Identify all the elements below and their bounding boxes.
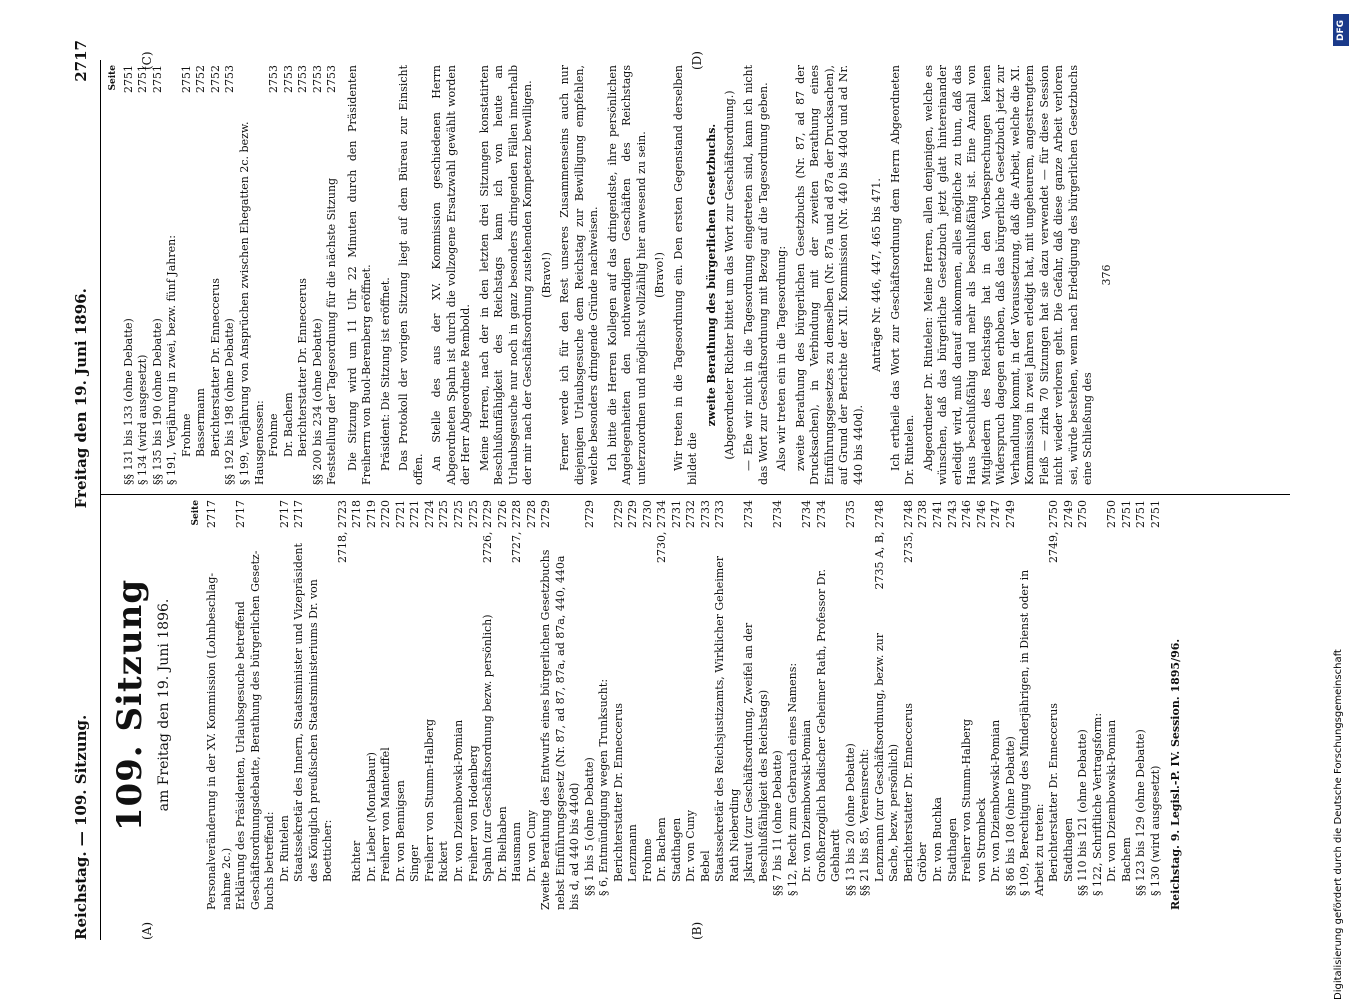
toc-entry [786, 500, 801, 910]
proceedings-paragraph: Das Protokoll der vorigen Sitzung liegt auf dem Büreau zur Einsicht offen. [397, 65, 425, 485]
toc-entry [423, 500, 438, 910]
toc-entry [655, 500, 670, 910]
header-page-number: 2717 [72, 40, 90, 82]
toc-entry-text: Personalveränderung in der XV. Kommission (Lohnbeschlag- nahme 2c.) [205, 572, 233, 910]
toc-entry-text: Frohme [640, 838, 654, 882]
toc-entry-page: 2721 [408, 500, 422, 528]
session-title-block [108, 500, 173, 910]
toc-entry-page: 2717 [292, 500, 306, 528]
toc-entry-text: Berichterstatter Dr. Enneccerus [208, 278, 222, 457]
session-subtitle: am Freitag den 19. Juni 1896. [155, 598, 172, 812]
toc-entry-page: 2743 [945, 500, 959, 528]
proceedings-paragraph: Ferner werde ich für den Rest unseres Zusammenseins auch nur diejenigen Urlaubsgesuche dem Reichstag zur Bewilligung empfehlen, welche besonders dringende Gründe nachweisen. [558, 65, 601, 485]
page-signature: 376 [1099, 264, 1113, 286]
toc-entry [1018, 500, 1047, 910]
toc-entry-page: 2725 [451, 500, 465, 528]
toc-entry-text: §§ 13 bis 20 (ohne Debatte) [843, 743, 857, 896]
toc-entry-text: Berichterstatter Dr. Enneccerus [296, 278, 310, 457]
toc-entry-text: Rickert [437, 841, 451, 882]
toc-entry-text: Richter [350, 840, 364, 882]
toc-entry-page: 2753 [267, 65, 281, 93]
toc-entry-text: Bassermann [194, 388, 208, 457]
toc-entry-text: Jskraut (zur Geschäftsordnung, Zweifel an der Beschlußfähigkeit des Reichstags) [742, 622, 770, 882]
toc-entry-text: §§ 86 bis 108 (ohne Debatte) [1003, 736, 1017, 896]
toc-entry [873, 500, 902, 910]
toc-entry-text: § 130 (wird ausgesetzt) [1148, 765, 1162, 896]
toc-entry-text: Geschäftsordnungsdebatte, Berathung des bürgerlichen Gesetz- buchs betreffend: [248, 550, 277, 910]
toc-entry [278, 500, 293, 910]
toc-entry-page: 2751 [150, 65, 164, 93]
toc-entry-text: Dr. Bachem [655, 817, 669, 882]
toc-entry-text: Lenzmann [626, 824, 640, 882]
toc-entry-text: Dr. von Dziembowski-Pomian [1105, 719, 1119, 882]
toc-entry-page: 2729 [582, 500, 596, 528]
toc-entry-text: Dr. Lieber (Montabaur) [364, 752, 378, 882]
toc-entry-text: Dr. von Buchka [931, 797, 944, 882]
toc-entry-page: 2751 [1119, 500, 1133, 528]
toc-entry-page: 2751 [121, 65, 135, 93]
toc-entry [336, 500, 351, 910]
toc-entry-page: 2746 [960, 500, 974, 528]
toc-entry-text: Lenzmann (zur Geschäftsordnung, bezw. zur Sache, bezw. persönlich) [872, 633, 901, 882]
toc-entry-page: 2719 [364, 500, 378, 528]
toc-entry-page: 2717 [277, 500, 291, 528]
toc-entry-page: 2725 [466, 500, 480, 528]
left-footer: Reichstag. 9. Legisl.-P. IV. Session. 1895/96. [1169, 638, 1183, 910]
proceedings-paragraph: Also wir treten ein in die Tagesordnung: [775, 245, 789, 471]
toc-entry-text: Berichterstatter Dr. Enneccerus [901, 703, 915, 882]
proceedings-paragraph: Ich bitte die Herren Kollegen auf das dringendste, ihre persönlichen Angelegenheiten den nothwendigen Geschäften des Reichstags unterzuordnen und möglichst vollzählig hier anwesend zu sein. [605, 65, 648, 485]
toc-entry-text: § 134 (wird ausgesetzt) [136, 354, 150, 485]
toc-entry [1134, 500, 1149, 910]
toc-entry-page: 2746 [974, 500, 988, 528]
margin-mark-d: (D) [690, 51, 704, 70]
toc-entry-text: § 6, Entmündigung wegen Trunksucht: [597, 678, 611, 896]
proceedings-paragraph: Meine Herren, nach der in den letzten drei Sitzungen konstatirten Beschlußunfähigkeit des Reichstags kann ich von heute an Urlaubsgesuche nur noch in ganz besonders dringenden Fällen innerhalb der mir nach der Geschäftsordnung zustehenden Kompetenz bewilligen. [477, 65, 535, 485]
toc-entry-page: 2733 [713, 500, 727, 528]
toc-entry-page [786, 500, 801, 534]
toc-entry-page: 2718 [350, 500, 364, 528]
toc-entry-text: Freiherr von Stumm-Halberg [422, 718, 436, 882]
toc-entry [205, 500, 234, 910]
toc-entry-page: 2734 [800, 500, 814, 528]
header-left: Reichstag. — 109. Sitzung. [72, 714, 90, 940]
toc-entry-page [1018, 500, 1047, 534]
toc-entry [844, 500, 859, 910]
toc-entry-page: 2752 [208, 65, 222, 93]
toc-entry-page [597, 500, 612, 534]
margin-mark-a: (A) [140, 921, 154, 940]
right-column [108, 65, 1114, 485]
toc-entry [699, 500, 714, 910]
toc-entry [180, 65, 195, 485]
proceedings-paragraph: Präsident: Die Sitzung ist eröffnet. [378, 277, 392, 471]
proceedings-paragraph: Abgeordneter Dr. Rintelen: Meine Herren, allen denjenigen, welche es wünschen, daß das bürgerliche Gesetzbuch jetzt glatt hintereinander erledigt wird, muß darauf ankommen, alles mögliche zu thun, daß das Haus beschlußfähig und mehr als beschlußfähig ist. Eine Anzahl von Mitgliedern des Reichstags hat in den Vorbesprechungen keinen Widerspruch dagegen erhoben, daß das bürgerliche Gesetzbuch jetzt zur Verhandlung kommt, in der Voraussetzung, daß die Arbeit, welche die XI. Kommission in zwei Jahren erledigt hat, mit ungeheurem, angestrengtem Fleiß — zirka 70 Sitzungen hat sie dazu verwendet — für diese Session nicht wieder verloren geht. Die Gefahr, daß diese ganze Arbeit verloren sei, würde bestehen, wenn nach Erledigung des bürgerlichen Gesetzbuchs eine Schließung des [921, 65, 1095, 485]
proceedings-paragraph: (Abgeordneter Richter bittet um das Wort zur Geschäftsordnung.) [723, 90, 737, 460]
toc-entry-page: 2735, 2748 [901, 500, 915, 563]
toc-entry-page: 2725 [437, 500, 451, 528]
toc-entry-text: § 109, Berechtigung des Minderjährigen, in Dienst oder in Arbeit zu treten: [1018, 569, 1046, 896]
seite-label: Seite [191, 500, 202, 526]
toc-entry [249, 500, 278, 910]
toc-entry-text: Dr. von Dziembowski-Pomian [989, 719, 1003, 882]
toc-entry [525, 500, 540, 910]
toc-entry [510, 500, 525, 910]
toc-entry-page: 2751 [1148, 500, 1162, 528]
toc-entry-text: Berichterstatter Dr. Enneccerus [611, 703, 625, 882]
toc-entry [916, 500, 931, 910]
toc-entry-page: 2738 [916, 500, 930, 528]
toc-entry [1004, 500, 1019, 910]
toc-entry-text: § 191, Verjährung in zwei, bezw. fünf Jahren: [165, 235, 179, 485]
toc-entry [612, 500, 627, 910]
toc-entry-page: 2751 [179, 65, 193, 93]
toc-entry-text: §§ 1 bis 5 (ohne Debatte) [582, 757, 596, 896]
proceedings-paragraph: (Bravo!) [539, 252, 553, 298]
toc-entry-page: 2721 [393, 500, 407, 528]
toc-entry [467, 500, 482, 910]
toc-entry-text: §§ 123 bis 129 (ohne Debatte) [1134, 729, 1148, 896]
toc-entry [902, 500, 917, 910]
dfg-logo: DFG [1333, 14, 1349, 46]
toc-entry [742, 500, 771, 910]
table-of-contents [205, 500, 1163, 910]
toc-entry-page: 2718, 2723 [335, 500, 349, 563]
toc-entry-text: Dr. von Dziembowski-Pomian [451, 719, 465, 882]
toc-entry [1062, 500, 1077, 910]
toc-entry-page: 2749 [1061, 500, 1075, 528]
proceedings-paragraph: An Stelle des aus der XV. Kommission geschiedenen Herrn Abgeordneten Spahn ist durch die vollzogene Ersatzwahl gewählt worden der Herr Abgeordnete Rembold. [430, 65, 473, 485]
toc-entry-page: 2734 [814, 500, 828, 528]
toc-entry-text: § 12, Recht zum Gebrauch eines Namens: [785, 662, 799, 896]
proceedings-paragraph: Wir treten in die Tagesordnung ein. Den ersten Gegenstand derselben bildet die [671, 65, 700, 485]
toc-entry-page [858, 500, 873, 534]
toc-entry-text: Dr. von Dziembowski-Pomian [800, 719, 814, 882]
toc-entry-text: Erklärung des Präsidenten, Urlaubsgesuche betreffend [234, 601, 248, 910]
toc-entry-text: Freiherr von Manteuffel [379, 747, 393, 882]
toc-entry [394, 500, 409, 910]
toc-entry [151, 65, 166, 485]
toc-entry [946, 500, 961, 910]
toc-entry-text: Berichterstatter Dr. Enneccerus [1047, 703, 1061, 882]
header-date: Freitag den 19. Juni 1896. [72, 288, 90, 509]
toc-entry-page: 2735 [843, 500, 857, 528]
toc-entry-text: § 199, Verjährung von Ansprüchen zwischen Ehegatten 2c. bezw. Hausgenossen: [238, 121, 266, 485]
toc-entry-page: 2753 [325, 65, 339, 93]
toc-entry [292, 500, 336, 910]
toc-entry [975, 500, 990, 910]
toc-entry-text: Gröber [916, 842, 930, 882]
toc-entry [641, 500, 656, 910]
toc-entry-text: Stadthagen [1061, 817, 1075, 882]
toc-entry [800, 500, 815, 910]
toc-entry [165, 65, 180, 485]
toc-entry [989, 500, 1004, 910]
toc-entry-text: Freiherr von Stumm-Halberg [960, 718, 974, 882]
toc-entry-page: 2720 [379, 500, 393, 528]
toc-entry-page: 2726 [495, 500, 509, 528]
left-column [108, 500, 1184, 910]
toc-entry [496, 500, 511, 910]
toc-entry-text: Zweite Berathung des Entwurfs eines bürgerlichen Gesetzbuchs nebst Einführungsgesetz (Nr. 87, ad 87, 87a, ad 87a, 440, 440a bis d, ad 440 bis 440d) [539, 549, 582, 910]
page-header [72, 40, 98, 940]
toc-entry-text: Feststellung der Tagesordnung für die nächste Sitzung [325, 177, 339, 485]
proceedings-paragraph: — Ehe wir nicht in die Tagesordnung eingetreten sind, kann ich nicht das Wort zur Geschäftsordnung mit Bezug auf die Tagesordnung geben. [741, 65, 770, 485]
toc-entry [626, 500, 641, 910]
toc-entry [379, 500, 394, 910]
toc-entry-page: 2751 [136, 65, 150, 93]
toc-entry [583, 500, 598, 910]
toc-entry-text: §§ 21 bis 85, Vereinsrecht: [858, 748, 872, 896]
toc-entry [1047, 500, 1062, 910]
toc-entry-text: Dr. von Bennigsen [393, 780, 407, 882]
toc-entry-page: 2749 [1003, 500, 1017, 528]
toc-entry-page [1091, 500, 1106, 534]
toc-entry-text: Freiherr von Hodenberg [466, 745, 480, 882]
proceedings-paragraph: Ich ertheile das Wort zur Geschäftsordnung dem Herrn Abgeordneten Dr. Rintelen. [888, 65, 917, 485]
toc-entry [1105, 500, 1120, 910]
toc-entry [296, 65, 311, 485]
toc-entry-text: Spahn (zur Geschäftsordnung bezw. persönlich) [481, 614, 495, 882]
toc-entry [350, 500, 365, 910]
toc-entry-text: Staatssekretär des Innern, Staatsminister und Vizepräsident des Königlich preußischen Staatsministeriums Dr. von Boetticher: [292, 543, 335, 882]
toc-entry-page: 2753 [310, 65, 324, 93]
toc-entry-text: Dr. von Cuny [684, 809, 698, 882]
proceedings-paragraph: zweite Berathung des bürgerlichen Gesetzbuchs. [704, 123, 718, 427]
toc-entry [452, 500, 467, 910]
dfg-credit: Digitalisierung gefördert durch die Deutsche Forschungsgemeinschaft [1333, 649, 1344, 1000]
margin-mark-c: (C) [140, 51, 154, 70]
toc-entry [931, 500, 946, 910]
toc-entry-text: Dr. Bachem [281, 392, 295, 457]
toc-entry-page: 2734 [771, 500, 785, 528]
toc-entry-text: §§ 110 bis 121 (ohne Debatte) [1076, 729, 1090, 896]
toc-entry [1120, 500, 1135, 910]
toc-entry-page: 2751 [1134, 500, 1148, 528]
toc-entry-page: 2729 [626, 500, 640, 528]
toc-entry-page: 2753 [296, 65, 310, 93]
toc-entry-page: 2752 [194, 65, 208, 93]
toc-entry [960, 500, 975, 910]
toc-entry-text: Frohme [179, 413, 193, 457]
toc-entry-page: 2729 [611, 500, 625, 528]
column-rule [100, 494, 1290, 495]
toc-entry-page: 2729 [539, 500, 553, 528]
toc-entry [771, 500, 786, 910]
toc-entry-text: Frohme [267, 413, 281, 457]
toc-entry [209, 65, 224, 485]
toc-entry [365, 500, 380, 910]
toc-entry-page [238, 65, 267, 99]
toc-entry-text: Staatssekretär des Reichsjustizamts, Wirklicher Geheimer Rath Nieberding [713, 556, 741, 882]
toc-entry [194, 65, 209, 485]
toc-entry-page [249, 500, 278, 534]
toc-entry-text: § 122, Schriftliche Vertragsform: [1090, 712, 1104, 896]
toc-entry-page: 2753 [281, 65, 295, 93]
toc-entry-page: 2749, 2750 [1047, 500, 1061, 563]
toc-entry [437, 500, 452, 910]
toc-entry [234, 500, 249, 910]
toc-entry [597, 500, 612, 910]
proceedings-text [346, 65, 1096, 485]
toc-entry-page: 2732 [684, 500, 698, 528]
toc-entry-text: Bachem [1119, 837, 1133, 882]
session-title: 109. Sitzung [110, 578, 150, 832]
toc-entry-text: §§ 131 bis 133 (ohne Debatte) [121, 318, 135, 485]
toc-entry [408, 500, 423, 910]
toc-entry-text: Stadthagen [669, 817, 683, 882]
toc-entry [267, 65, 282, 485]
header-rule [100, 60, 101, 940]
proceedings-paragraph: (Bravo!) [653, 252, 667, 298]
toc-entry [815, 500, 844, 910]
toc-entry [539, 500, 583, 910]
toc-entry [325, 65, 340, 485]
toc-entry-page: 2731 [669, 500, 683, 528]
margin-mark-b: (B) [690, 921, 704, 940]
toc-entry-page: 2726, 2729 [481, 500, 495, 563]
toc-entry [223, 65, 238, 485]
toc-entry-page: 2724 [422, 500, 436, 528]
toc-entry-page: 2733 [698, 500, 712, 528]
toc-entry-page: 2730, 2734 [655, 500, 669, 563]
proceedings-paragraph: zweite Berathung des bürgerlichen Gesetzbuchs (Nr. 87, ad 87 der Drucksachen), in Verbindung mit der zweiten Berathung eines Einführungsgesetzes zu demselben (Nr. 87a und ad 87a der Drucksachen), auf Grund der Berichte der XII. Kommission (Nr. 440 bis 440d und ad Nr. 440 bis 440d). [793, 65, 865, 485]
toc-entry-page: 2741 [931, 500, 944, 528]
toc-entry [713, 500, 742, 910]
toc-entry-text [336, 569, 351, 882]
toc-entry-page [165, 65, 180, 99]
toc-entry-page: 2753 [223, 65, 237, 93]
toc-entry-text: Bebel [698, 850, 712, 882]
seite-label-right: Seite [108, 65, 118, 91]
toc-entry-text: §§ 192 bis 198 (ohne Debatte) [223, 318, 237, 485]
toc-entry-page: 2734 [742, 500, 756, 528]
toc-entry-page: 2727, 2728 [510, 500, 524, 563]
toc-entry-text: Dr. Bielhaben [495, 806, 509, 882]
toc-entry [858, 500, 873, 910]
toc-entry [136, 65, 151, 485]
dfg-sidebar [1333, 6, 1349, 1002]
toc-entry-text: §§ 7 bis 11 (ohne Debatte) [771, 750, 785, 896]
toc-entry-text: Stadthagen [945, 817, 959, 882]
toc-entry-page: 2717 [234, 500, 248, 528]
toc-entry [481, 500, 496, 910]
toc-entry-page: 2728 [524, 500, 538, 528]
proceedings-paragraph: Anträge Nr. 446, 447, 465 bis 471. [870, 178, 884, 372]
toc-entry-page: 2747 [989, 500, 1003, 528]
toc-entry [122, 65, 137, 485]
toc-entry-text: Dr. Rintelen [277, 815, 291, 882]
toc-entry-page: 2730 [640, 500, 654, 528]
toc-entry [282, 65, 297, 485]
toc-entry-text: §§ 135 bis 190 (ohne Debatte) [150, 318, 164, 485]
toc-entry-text: Dr. von Cuny [524, 809, 538, 882]
toc-entry [311, 65, 326, 485]
toc-entry-text: Singer [408, 845, 422, 882]
toc-entry [684, 500, 699, 910]
toc-entry-page: 2735 A, B, 2748 [872, 500, 886, 590]
toc-entry-text: §§ 200 bis 234 (ohne Debatte) [310, 318, 324, 485]
proceedings-paragraph: Die Sitzung wird um 11 Uhr 22 Minuten durch den Präsidenten Freiherrn von Buol-Berenberg eröffnet. [345, 65, 374, 485]
toc-entry-text: von Strombeck [974, 797, 988, 882]
toc-entry [238, 65, 267, 485]
toc-entry [1149, 500, 1164, 910]
toc-entry-text: Großherzoglich badischer Geheimer Rath, Professor Dr. Gebhardt [814, 568, 843, 882]
toc-entry-page: 2750 [1105, 500, 1119, 528]
toc-entry [670, 500, 685, 910]
table-of-contents-continued [122, 65, 340, 485]
toc-entry-text: Hausmann [510, 821, 524, 882]
toc-entry-page: 2717 [205, 500, 219, 528]
toc-entry [1076, 500, 1091, 910]
toc-entry [1091, 500, 1106, 910]
toc-entry-page: 2750 [1076, 500, 1090, 528]
